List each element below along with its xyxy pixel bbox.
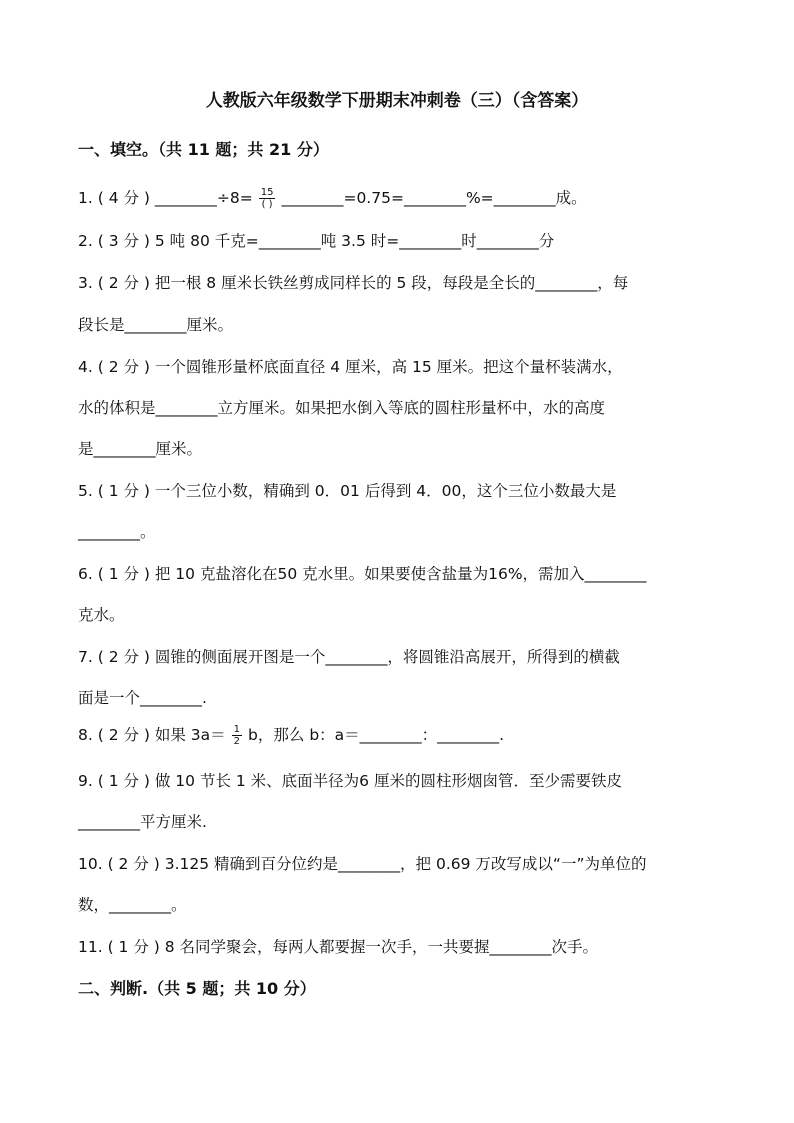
question-8	[78, 723, 504, 747]
question-1	[78, 186, 587, 210]
question-3-line-2: 段长是________厘米。	[78, 316, 234, 334]
question-11: 11. ( 1 分 ) 8 名同学聚会，每两人都要握一次手，一共要握________次手。	[78, 938, 599, 956]
question-8-suffix: b，那么 b：a＝________：________.	[248, 726, 505, 744]
question-9-line-2: ________平方厘米.	[78, 813, 207, 831]
question-7-line-1: 7. ( 2 分 ) 圆锥的侧面展开图是一个________，将圆锥沿高展开，所得到的横截	[78, 648, 620, 666]
question-1-fraction	[259, 187, 276, 210]
fraction-denominator: 2	[233, 736, 241, 747]
question-8-prefix: 8. ( 2 分 ) 如果 3a＝	[78, 726, 226, 744]
fraction-numerator: 15	[260, 187, 274, 198]
question-9-line-1: 9. ( 1 分 ) 做 10 节长 1 米、底面半径为6 厘米的圆柱形烟囱管．至少需要铁皮	[78, 772, 622, 790]
question-10-line-1: 10. ( 2 分 ) 3.125 精确到百分位约是________，把 0.69 万改写成以“一”为单位的	[78, 855, 647, 873]
question-7-line-2: 面是一个________.	[78, 689, 207, 707]
fraction-numerator: 1	[233, 724, 241, 735]
question-5-line-1: 5. ( 1 分 ) 一个三位小数，精确到 0．01 后得到 4．00，这个三位小数最大是	[78, 482, 617, 500]
question-10-line-2: 数，________。	[78, 896, 187, 914]
question-5-line-2: ________。	[78, 523, 156, 541]
question-1-prefix: 1. ( 4 分 ) ________÷8=	[78, 189, 253, 207]
question-4-line-2: 水的体积是________立方厘米。如果把水倒入等底的圆柱形量杯中，水的高度	[78, 399, 606, 417]
question-6-line-2: 克水。	[78, 606, 125, 624]
question-4-line-1: 4. ( 2 分 ) 一个圆锥形量杯底面直径 4 厘米，高 15 厘米。把这个量杯装满水，	[78, 358, 623, 376]
question-2: 2. ( 3 分 ) 5 吨 80 千克=________吨 3.5 时=________时________分	[78, 232, 555, 250]
fraction-denominator: ( )	[261, 199, 273, 210]
question-8-fraction	[232, 724, 242, 747]
question-6-line-1: 6. ( 1 分 ) 把 10 克盐溶化在50 克水里。如果要使含盐量为16%，需加入________	[78, 565, 647, 583]
question-3-line-1: 3. ( 2 分 ) 把一根 8 厘米长铁丝剪成同样长的 5 段，每段是全长的________，每	[78, 274, 629, 292]
question-1-suffix: ________=0.75=________%=________成。	[281, 189, 587, 207]
page-title: 人教版六年级数学下册期末冲刺卷（三）（含答案）	[205, 91, 589, 111]
question-4-line-3: 是________厘米。	[78, 440, 203, 458]
section-heading-fill-in: 一、填空。（共 11 题；共 21 分）	[78, 140, 329, 159]
section-heading-judgement: 二、判断.（共 5 题；共 10 分）	[78, 979, 316, 998]
